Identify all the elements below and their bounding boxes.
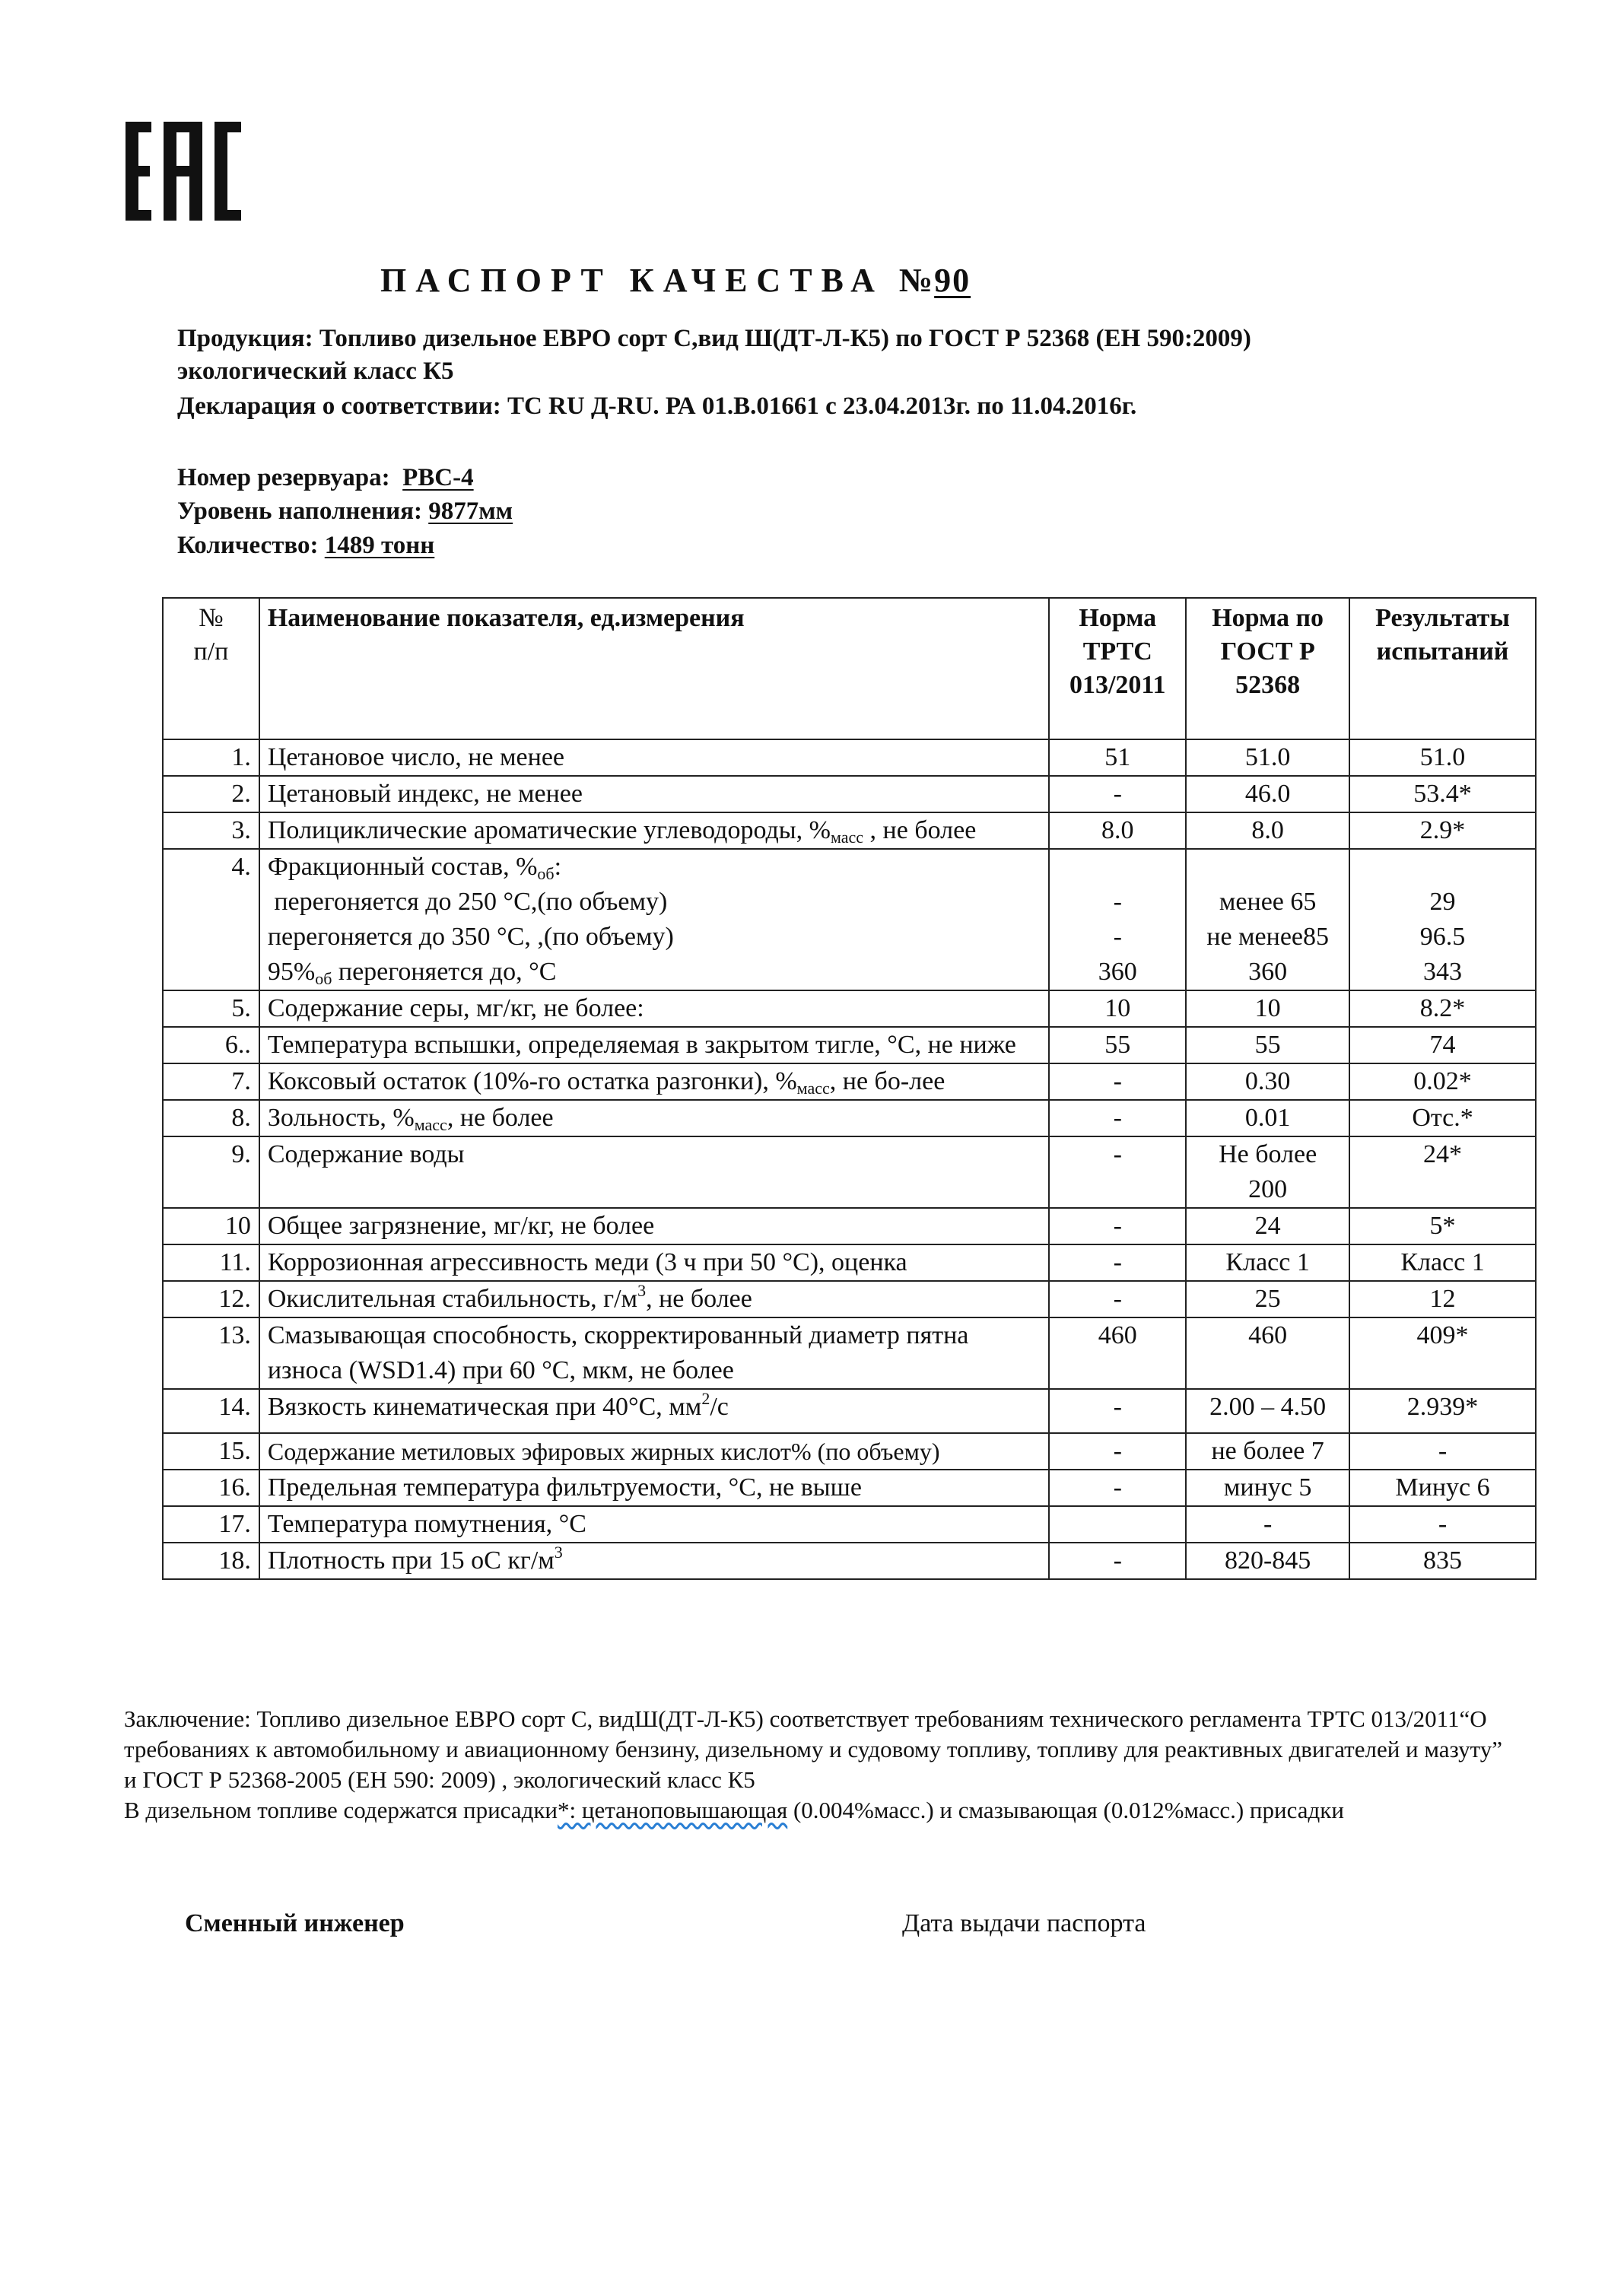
header-num: № п/п: [163, 598, 259, 739]
table-row: 3. Полициклические ароматические углеводороды, $\%_{масс}$ , не более 8.0 8.0 2.9*: [163, 812, 1536, 849]
title-number-prefix: №: [898, 262, 935, 299]
product-line: Продукция: Топливо дизельное ЕВРО сорт С,вид Ш(ДТ-Л-К5) по ГОСТ Р 52368 (ЕН 590:2009): [177, 325, 1251, 352]
table-row: 17. Температура помутнения, °С - -: [163, 1506, 1536, 1543]
table-row: 15. Содержание метиловых эфировых жирных кислот% (по объему) - не более 7 -: [163, 1433, 1536, 1470]
fill-level-value: 9877мм: [428, 497, 513, 525]
tank-number-label: Номер резервуара:: [177, 464, 390, 491]
quantity: [177, 530, 434, 561]
table-row: 16. Предельная температура фильтруемости, °С, не выше - минус 5 Минус 6: [163, 1470, 1536, 1506]
table-row: 12. Окислительная стабильность, $г/м^3$, не более - 25 12: [163, 1281, 1536, 1317]
declaration-line: Декларация о соответствии: ТС RU Д-RU. РА 01.В.01661 с 23.04.2013г. по 11.04.2016г.: [177, 393, 1137, 420]
shift-engineer-label: Сменный инженер: [185, 1909, 405, 1937]
fill-level: [177, 496, 513, 526]
table-row: 7. Коксовый остаток (10%-го остатка разгонки), $\%_{масс}$, не бо-лее - 0.30 0.02*: [163, 1063, 1536, 1100]
additives-note: В дизельном топливе содержатся присадки*: цетаноповышающая (0.004%масс.) и смазывающая (0.012%масс.) присадки: [124, 1797, 1344, 1823]
title-label: ПАСПОРТ КАЧЕСТВА: [380, 262, 884, 299]
table-row: 13. Смазывающая способность, скорректированный диаметр пятна износа (WSD1.4) при 60 °С, мкм, не более 460 460 409*: [163, 1317, 1536, 1389]
fill-level-label: Уровень наполнения:: [177, 497, 422, 525]
tank-number: [177, 462, 474, 493]
issue-date-label: Дата выдачи паспорта: [902, 1909, 1146, 1937]
table-row: 4. Фракционный состав, $\%_{об}$: перегоняется до 250 °С,(по объему) перегоняется до 350 °С, ,(по объему) $95\%_{об}$ перегоняется до, °С - - 360 менее 65 не менее85 360 29 96.5 343: [163, 849, 1536, 990]
table-row: 8. Зольность, $\%_{масс}$, не более - 0.01 Отс.*: [163, 1100, 1536, 1136]
header-name: Наименование показателя, ед.измерения: [259, 598, 1049, 739]
header-gost: Норма по ГОСТ Р 52368: [1186, 598, 1349, 739]
table-row: 18. Плотность при 15 оС $кг/м^3$ - 820-845 835: [163, 1543, 1536, 1579]
conclusion-text: Заключение: Топливо дизельное ЕВРО сорт С, видШ(ДТ-Л-К5) соответствует требованиям технического регламента ТРТС 013/2011“О требованиях к автомобильному и авиационному бензину, дизельному и судовому топливу, топливу для реактивных двигателей и мазуту” и ГОСТ Р 52368-2005 (ЕН 590: 2009) , экологический класс К5: [124, 1705, 1503, 1793]
table-row: 2. Цетановый индекс, не менее - 46.0 53.4*: [163, 776, 1536, 812]
quality-table: [162, 597, 1537, 1580]
table-row: 6.. Температура вспышки, определяемая в закрытом тигле, °С, не ниже 55 55 74: [163, 1027, 1536, 1063]
table-row: 10 Общее загрязнение, мг/кг, не более - 24 5*: [163, 1208, 1536, 1244]
passport-number: 90: [934, 262, 971, 299]
eco-class-line: экологический класс К5: [177, 358, 454, 385]
quantity-label: Количество:: [177, 532, 319, 559]
table-row: 9. Содержание воды - Не более 200 24*: [163, 1136, 1536, 1208]
header-trts: Норма ТРТС 013/2011: [1049, 598, 1186, 739]
table-row: 11. Коррозионная агрессивность меди (3 ч при 50 °С), оценка - Класс 1 Класс 1: [163, 1244, 1536, 1281]
page-title: [380, 261, 971, 300]
table-row: 5. Содержание серы, мг/кг, не более: 10 10 8.2*: [163, 990, 1536, 1027]
spellcheck-mark: *: цетаноповышающая: [558, 1797, 788, 1823]
quantity-value: 1489 тонн: [324, 532, 435, 559]
header-result: Результаты испытаний: [1349, 598, 1536, 739]
table-row: 14. Вязкость кинематическая при 40°С, $мм^2/с$ - 2.00 – 4.50 2.939*: [163, 1389, 1536, 1433]
tank-number-value: РВС-4: [402, 464, 474, 491]
conclusion: [124, 1704, 1508, 1826]
eac-logo-icon: [126, 122, 241, 221]
table-header-row: [163, 598, 1536, 739]
table-row: 1. Цетановое число, не менее 51 51.0 51.0: [163, 739, 1536, 776]
